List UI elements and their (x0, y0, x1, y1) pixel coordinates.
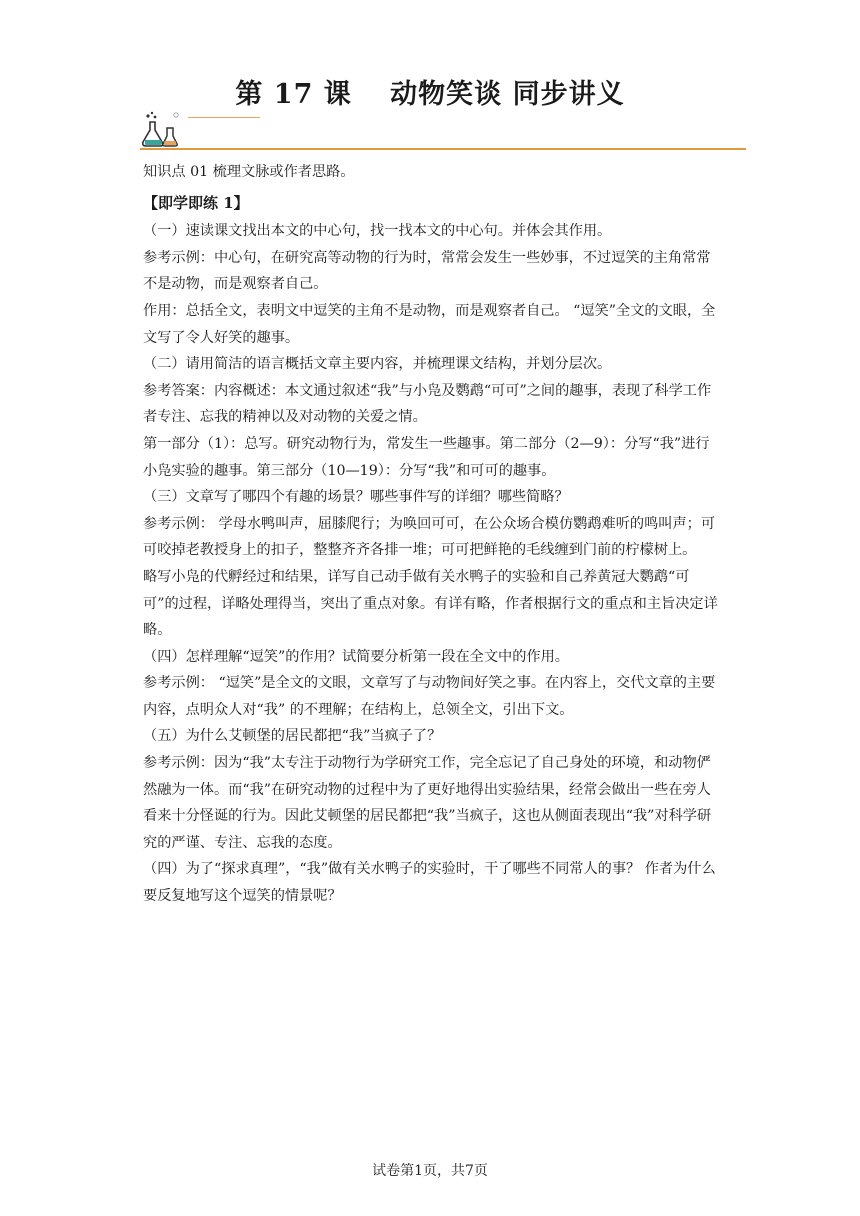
knowledge-point: 知识点 01 梳理文脉或作者思路。 (143, 164, 355, 180)
question-4: （四）怎样理解“逗笑”的作用？试简要分析第一段在全文中的作用。 (143, 648, 569, 665)
answer-1-effect: 作用：总括全文，表明文中逗笑的主角不是动物，而是观察者自己。 “逗笑”全文的文眼，全文写了令人好笑的趣事。 (143, 302, 716, 346)
header-accent-line (188, 117, 260, 118)
answer-5: 参考示例：因为“我”太专注于动物行为学研究工作，完全忘记了自己身处的环境，和动物俨然融为一体。而“我”在研究动物的过程中为了更好地得出实验结果，经常会做出一些在旁人看来十分怪诞的行为。因此艾顿堡的居民都把“我”当疯子，这也从侧面表现出“我”对科学研究的严谨、专注、忘我的态度。 (143, 755, 712, 851)
page-footer: 试卷第1页，共7页 (372, 1163, 488, 1179)
answer-2-structure: 第一部分（1）：总写。研究动物行为，常发生一些趣事。第二部分（2—9）：分写“我”进行小凫实验的趣事。第三部分（10—19）：分写“我”和可可的趣事。 (143, 435, 710, 479)
lab-flasks-icon (140, 110, 190, 150)
question-1: （一）速读课文找出本文的中心句，找一找本文的中心句。并体会其作用。 (143, 223, 612, 240)
answer-2: 参考答案：内容概述：本文通过叙述“我”与小凫及鹦鹉“可可”之间的趣事，表现了科学工作者专注、忘我的精神以及对动物的关爱之情。 (143, 382, 712, 426)
answer-1: 参考示例：中心句，在研究高等动物的行为时，常常会发生一些妙事，不过逗笑的主角常常不是动物，而是观察者自己。 (143, 249, 711, 293)
answer-3-detail: 略写小凫的代孵经过和结果，详写自己动手做有关水鸭子的实验和自己养黄冠大鹦鹉“可可”的过程，详略处理得当，突出了重点对象。有详有略，作者根据行文的重点和主旨决定详略。 (143, 568, 718, 639)
answer-4: 参考示例： “逗笑”是全文的文眼，文章写了与动物间好笑之事。在内容上，交代文章的主要内容，点明众人对“我” 的不理解；在结构上，总领全文，引出下文。 (143, 675, 716, 718)
question-6: （四）为了“探求真理”，“我”做有关水鸭子的实验时，干了哪些不同常人的事？ 作者为什么要反复地写这个逗笑的情景呢？ (143, 861, 716, 905)
answer-3: 参考示例： 学母水鸭叫声，屈膝爬行；为唤回可可，在公众场合模仿鹦鹉难听的鸣叫声；可可咬掉老教授身上的扣子，整整齐齐各排一堆；可可把鲜艳的毛线缠到门前的柠檬树上。 (143, 515, 716, 559)
document-body (143, 159, 721, 910)
question-2: （二）请用简洁的语言概括文章主要内容，并梳理课文结构，并划分层次。 (143, 356, 612, 373)
question-5: （五）为什么艾顿堡的居民都把“我”当疯子了？ (143, 728, 442, 745)
header-divider (140, 148, 746, 150)
practice-heading: 【即学即练 1】 (143, 193, 249, 212)
page-title: 第 17 课 动物笑谈 同步讲义 (235, 79, 625, 110)
question-3: （三）文章写了哪四个有趣的场景？哪些事件写的详细？哪些简略？ (143, 489, 569, 506)
